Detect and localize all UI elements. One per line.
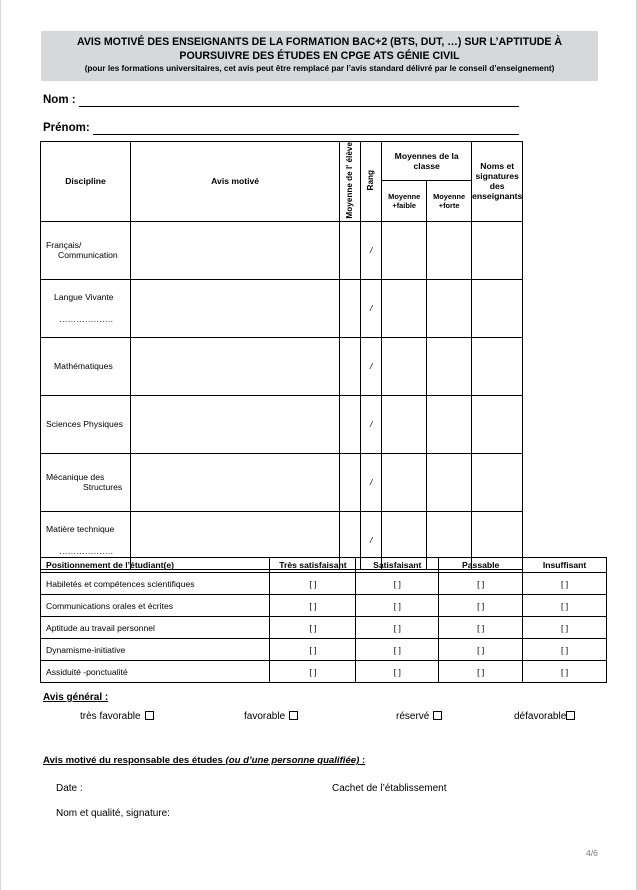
col-insuffisant: Insuffisant [523, 558, 607, 573]
rating-checkbox[interactable]: [ ] [270, 595, 356, 617]
col-tres-satisfaisant: Très satisfaisant [270, 558, 356, 573]
signature-cell[interactable] [472, 279, 523, 337]
nom-label: Nom : [43, 94, 76, 106]
rating-checkbox[interactable]: [ ] [439, 617, 523, 639]
criterion-label: Assiduité -ponctualité [41, 661, 270, 683]
rating-checkbox[interactable]: [ ] [523, 639, 607, 661]
rating-checkbox[interactable]: [ ] [356, 573, 439, 595]
table-row [41, 595, 607, 617]
moyenne-faible-cell[interactable] [382, 337, 427, 395]
rang-cell[interactable]: / [361, 221, 382, 279]
rating-checkbox[interactable]: [ ] [523, 595, 607, 617]
rating-checkbox[interactable]: [ ] [523, 661, 607, 683]
option-tres-favorable[interactable]: très favorable [80, 711, 154, 722]
moyenne-forte-cell[interactable] [427, 279, 472, 337]
prenom-line[interactable] [93, 134, 519, 135]
col-passable: Passable [439, 558, 523, 573]
nom-line[interactable] [79, 106, 519, 107]
col-satisfaisant: Satisfaisant [356, 558, 439, 573]
prenom-field[interactable] [43, 122, 523, 138]
checkbox-icon[interactable] [289, 711, 298, 720]
col-moyenne-faible: Moyenne +faible [382, 181, 427, 222]
form-header [41, 31, 598, 81]
discipline-cell: Français/ Communication [41, 221, 131, 279]
rating-checkbox[interactable]: [ ] [270, 639, 356, 661]
criterion-label: Habiletés et compétences scientifiques [41, 573, 270, 595]
disciplines-table [40, 141, 607, 570]
col-avis-motive: Avis motivé [130, 142, 339, 222]
checkbox-icon[interactable] [145, 711, 154, 720]
col-moyenne-eleve: Moyenne de l' élève [340, 142, 361, 222]
rating-checkbox[interactable]: [ ] [270, 661, 356, 683]
moyenne-eleve-cell[interactable] [340, 221, 361, 279]
rating-checkbox[interactable]: [ ] [270, 617, 356, 639]
moyenne-forte-cell[interactable] [427, 395, 472, 453]
nom-qualite-label: Nom et qualité, signature: [56, 808, 170, 819]
rating-checkbox[interactable]: [ ] [439, 595, 523, 617]
responsable-title: Avis motivé du responsable des études (ou d’une personne qualifiée) : [43, 755, 366, 766]
rang-cell[interactable]: / [361, 395, 382, 453]
table-row [41, 661, 607, 683]
table-row [41, 337, 607, 395]
moyenne-forte-cell[interactable] [427, 337, 472, 395]
rating-checkbox[interactable]: [ ] [439, 661, 523, 683]
col-rang: Rang [361, 142, 382, 222]
rang-cell[interactable]: / [361, 453, 382, 511]
avis-cell[interactable] [130, 453, 339, 511]
rating-checkbox[interactable]: [ ] [439, 639, 523, 661]
page-number: 4/6 [586, 848, 598, 858]
moyenne-faible-cell[interactable] [382, 395, 427, 453]
discipline-cell: Sciences Physiques [41, 395, 131, 453]
signature-cell[interactable] [472, 221, 523, 279]
header-title-line2: POURSUIVRE DES ÉTUDES EN CPGE ATS GÉNIE CIVIL [179, 50, 460, 62]
moyenne-faible-cell[interactable] [382, 221, 427, 279]
prenom-label: Prénom: [43, 122, 90, 134]
table-row [41, 279, 607, 337]
discipline-cell: Mécanique des Structures [41, 453, 131, 511]
checkbox-icon[interactable] [566, 711, 575, 720]
moyenne-eleve-cell[interactable] [340, 395, 361, 453]
signature-cell[interactable] [472, 453, 523, 511]
table-row [41, 639, 607, 661]
option-defavorable[interactable]: défavorable [514, 711, 575, 722]
criterion-label: Communications orales et écrites [41, 595, 270, 617]
date-label: Date : [56, 783, 83, 794]
option-reserve[interactable]: réservé [396, 711, 442, 722]
nom-field[interactable] [43, 94, 523, 110]
col-noms-signatures: Noms et signatures des enseignants [472, 142, 523, 222]
moyenne-forte-cell[interactable] [427, 453, 472, 511]
table-row [41, 395, 607, 453]
rang-cell[interactable]: / [361, 511, 382, 569]
table-row [41, 453, 607, 511]
rating-checkbox[interactable]: [ ] [356, 595, 439, 617]
col-moyennes-classe: Moyennes de la classe [382, 142, 472, 181]
rating-checkbox[interactable]: [ ] [270, 573, 356, 595]
rating-checkbox[interactable]: [ ] [439, 573, 523, 595]
checkbox-icon[interactable] [433, 711, 442, 720]
col-discipline: Discipline [41, 142, 131, 222]
discipline-cell: Langue Vivante ………………. [41, 279, 131, 337]
table-row [41, 617, 607, 639]
table-row [41, 573, 607, 595]
avis-cell[interactable] [130, 279, 339, 337]
signature-cell[interactable] [472, 337, 523, 395]
rating-checkbox[interactable]: [ ] [356, 661, 439, 683]
moyenne-faible-cell[interactable] [382, 279, 427, 337]
avis-cell[interactable] [130, 337, 339, 395]
discipline-cell: Mathématiques [41, 337, 131, 395]
moyenne-eleve-cell[interactable] [340, 337, 361, 395]
signature-cell[interactable] [472, 395, 523, 453]
discipline-cell: Matière technique ………………. [41, 511, 131, 569]
rating-checkbox[interactable]: [ ] [356, 617, 439, 639]
positionnement-table [40, 557, 607, 683]
avis-cell[interactable] [130, 221, 339, 279]
criterion-label: Dynamisme-initiative [41, 639, 270, 661]
moyenne-faible-cell[interactable] [382, 453, 427, 511]
avis-general-title: Avis général : [43, 692, 109, 703]
moyenne-eleve-cell[interactable] [340, 453, 361, 511]
cachet-label: Cachet de l’établissement [332, 783, 447, 794]
moyenne-eleve-cell[interactable] [340, 279, 361, 337]
rating-checkbox[interactable]: [ ] [523, 617, 607, 639]
table-row [41, 221, 607, 279]
rang-cell[interactable]: / [361, 279, 382, 337]
header-title-line1: AVIS MOTIVÉ DES ENSEIGNANTS DE LA FORMATION BAC+2 (BTS, DUT, …) SUR L’APTITUDE À [76, 36, 563, 48]
rating-checkbox[interactable]: [ ] [356, 639, 439, 661]
rating-checkbox[interactable]: [ ] [523, 573, 607, 595]
col-moyenne-forte: Moyenne +forte [427, 181, 472, 222]
rang-cell[interactable]: / [361, 337, 382, 395]
col-positionnement: Positionnement de l’étudiant(e) [41, 558, 270, 573]
option-favorable[interactable]: favorable [244, 711, 298, 722]
header-note: (pour les formations universitaires, cet avis peut être remplacé par l’avis standard délivré par le conseil d’enseignement) [84, 64, 555, 73]
criterion-label: Aptitude au travail personnel [41, 617, 270, 639]
moyenne-forte-cell[interactable] [427, 221, 472, 279]
avis-cell[interactable] [130, 395, 339, 453]
